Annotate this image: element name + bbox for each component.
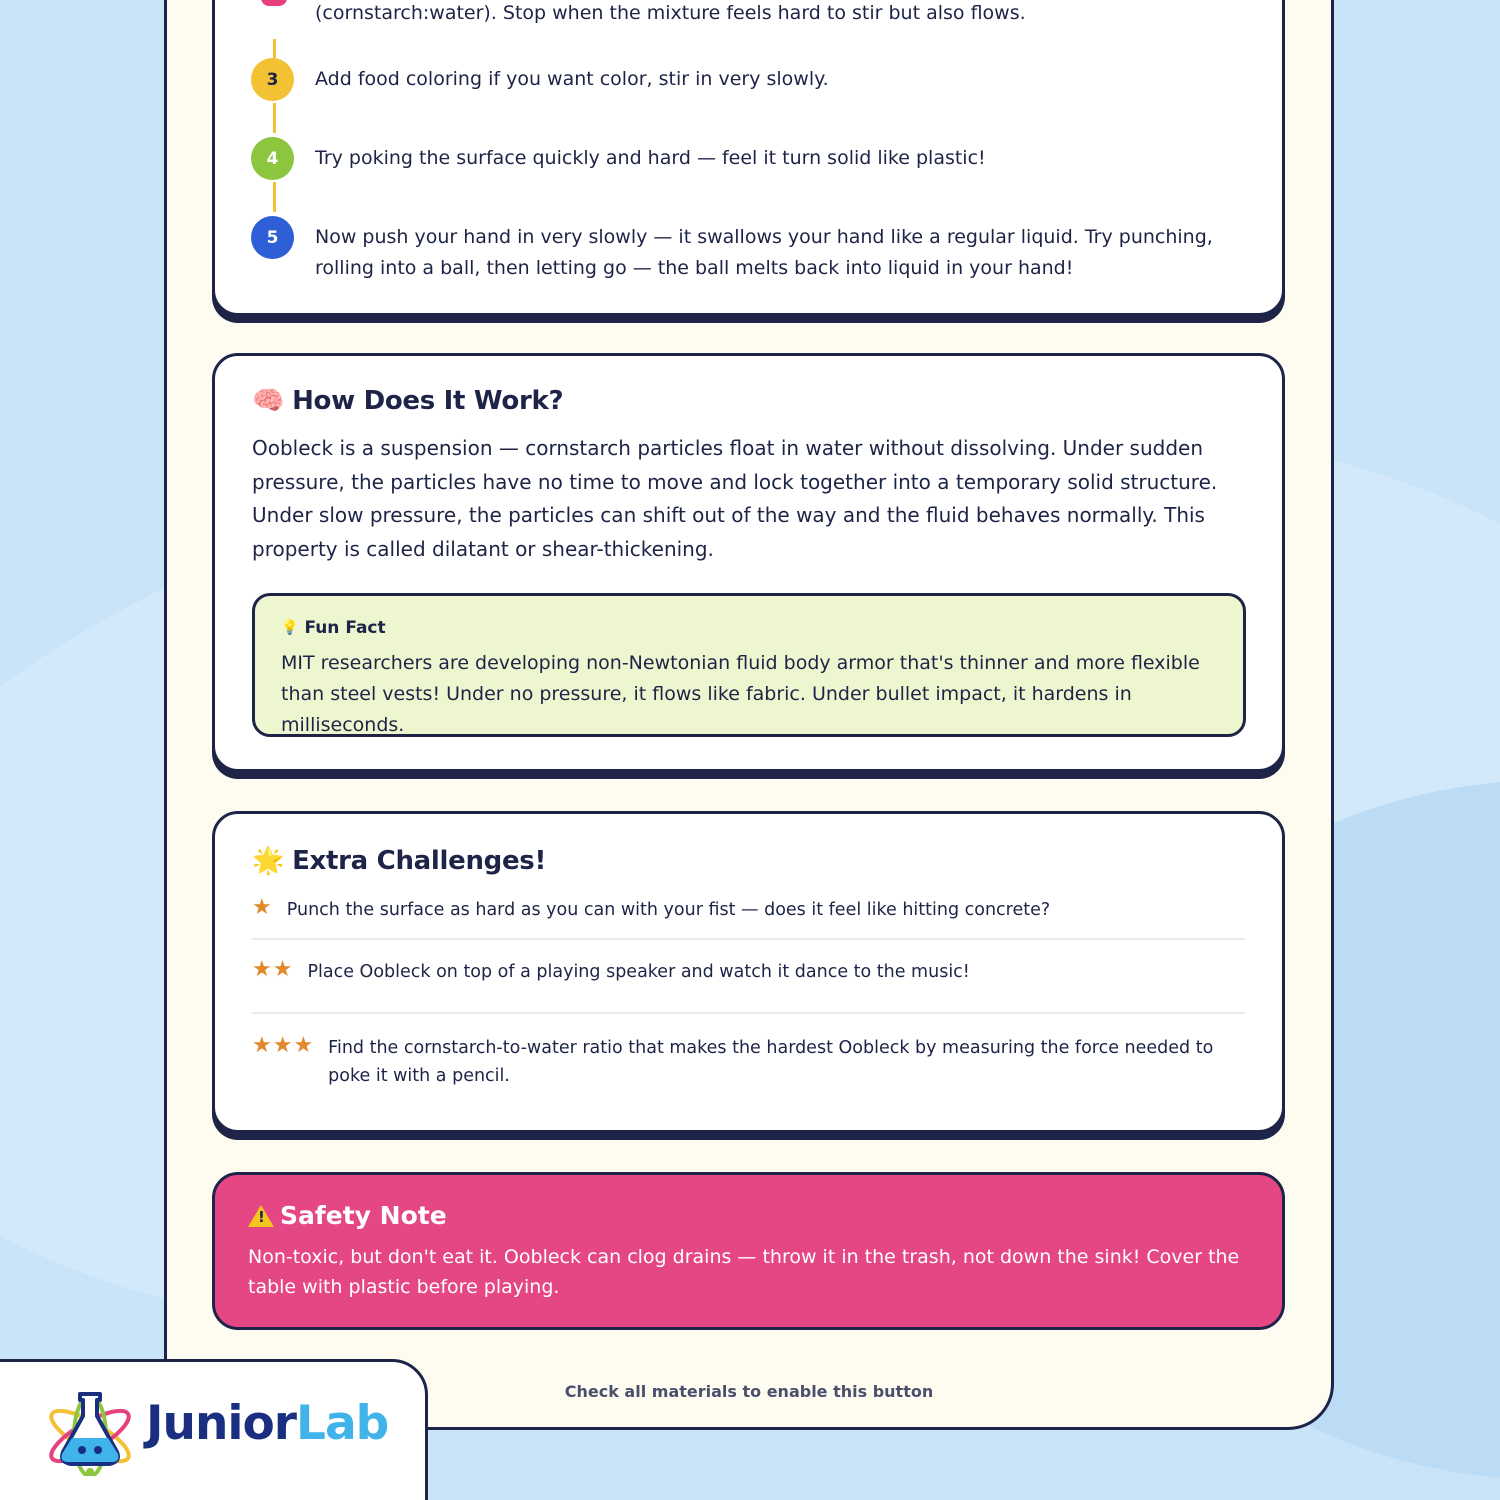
challenge-item [252, 1014, 1245, 1104]
check-materials-hint-text: Check all materials to enable this button [564, 1382, 934, 1401]
safety-note-card [212, 1172, 1285, 1330]
fun-fact-box [252, 593, 1246, 737]
step-2-circle-partial [261, 0, 287, 6]
fun-fact-title: Fun Fact [304, 618, 386, 638]
how-it-works-title: How Does It Work? [292, 386, 564, 416]
step-connector [273, 103, 276, 133]
safety-title: Safety Note [280, 1201, 447, 1230]
steps-card [212, 0, 1285, 316]
brain-icon: 🧠 [252, 386, 285, 416]
star-glow-icon: 🌟 [252, 846, 285, 876]
challenge-text: Punch the surface as hard as you can with your fist — does it feel like hitting concrete? [286, 900, 1051, 920]
difficulty-stars-icon: ★ [252, 895, 273, 920]
extra-challenges-card [212, 811, 1285, 1133]
difficulty-stars-icon: ★★ [252, 957, 294, 982]
challenge-item [252, 940, 1245, 1014]
warning-icon [248, 1205, 274, 1227]
challenge-text: Place Oobleck on top of a playing speaker and watch it dance to the music! [307, 962, 970, 982]
lightbulb-icon: 💡 [281, 620, 299, 636]
challenges-list [252, 890, 1245, 1104]
step-connector [273, 39, 276, 59]
fun-fact-heading [281, 618, 1217, 638]
step-number-badge: 5 [251, 216, 294, 259]
challenge-text: Find the cornstarch-to-water ratio that makes the hardest Oobleck by measuring the force needed to poke it with a pencil. [328, 1038, 1214, 1086]
brand-logo-badge [0, 1359, 428, 1500]
step-number-badge: 4 [251, 137, 294, 180]
step-connector [273, 182, 276, 212]
how-it-works-card [212, 353, 1285, 772]
fun-fact-text: MIT researchers are developing non-Newtonian fluid body armor that's thinner and more flexible than steel vests! Under no pressure, it flows like fabric. Under bullet impact, it hardens in milliseconds. [281, 652, 1200, 736]
how-it-works-heading [252, 386, 1245, 416]
step-text: Add food coloring if you want color, stir in very slowly. [315, 68, 829, 90]
brand-name-part2: Lab [296, 1396, 389, 1451]
challenge-item [252, 890, 1245, 940]
brand-wordmark [146, 1396, 389, 1451]
challenges-heading [252, 846, 1245, 876]
step-text: Try poking the surface quickly and hard — feel it turn solid like plastic! [315, 147, 986, 169]
flask-atom-icon [44, 1388, 136, 1476]
challenges-title: Extra Challenges! [292, 846, 547, 876]
step-2-text-tail: (cornstarch:water). Stop when the mixture feels hard to stir but also flows. [315, 2, 1026, 24]
step-text: Now push your hand in very slowly — it swallows your hand like a regular liquid. Try punching, rolling into a ball, then letting go — the ball melts back into liquid in your hand! [315, 226, 1213, 279]
difficulty-stars-icon: ★★★ [252, 1033, 315, 1058]
safety-heading [248, 1201, 1249, 1230]
brand-name-part1: Junior [146, 1396, 296, 1451]
step-number-badge: 3 [251, 58, 294, 101]
how-it-works-body: Oobleck is a suspension — cornstarch particles float in water without dissolving. Under sudden pressure, the particles have no time to move and lock together into a temporary solid structure. Under slow pressure, the particles can shift out of the way and the fluid behaves normally. This property is called dilatant or shear-thickening. [252, 436, 1218, 561]
safety-text: Non-toxic, but don't eat it. Oobleck can clog drains — throw it in the trash, not down the sink! Cover the table with plastic before playing. [248, 1246, 1240, 1298]
